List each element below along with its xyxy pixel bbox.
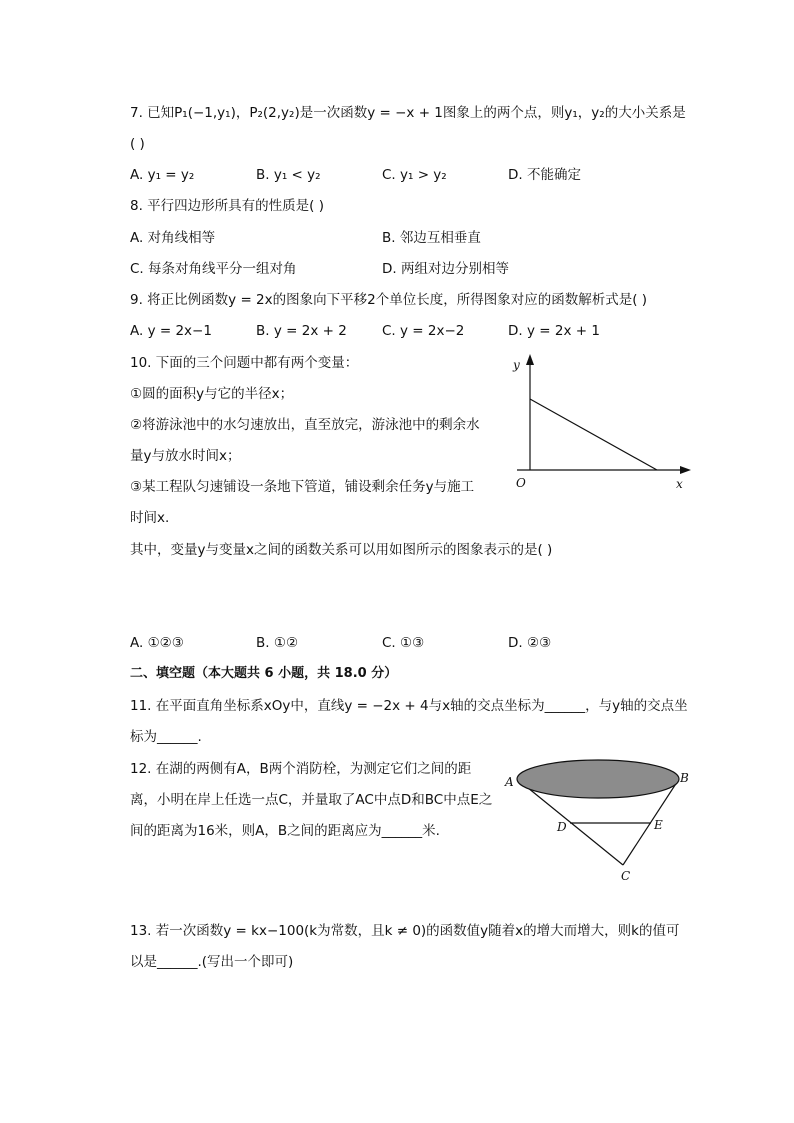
q7-stem-line1: 7. 已知P₁(−1,y₁)，P₂(2,y₂)是一次函数y = −x + 1图象上的两个点，则y₁，y₂的大小关系是 bbox=[130, 105, 686, 121]
q10-item-2-line1: ②将游泳池中的水匀速放出，直至放完，游泳池中的剩余水 bbox=[130, 417, 480, 433]
q13-line2: 以是______.(写出一个即可) bbox=[130, 954, 294, 970]
q10-item-1: ①圆的面积y与它的半径x； bbox=[130, 386, 294, 402]
q9-option-c: C. y = 2x−2 bbox=[382, 323, 465, 339]
q10-graph-decreasing-line bbox=[530, 399, 657, 470]
q8-stem: 8. 平行四边形所具有的性质是( ) bbox=[130, 198, 324, 214]
section-2-title: 二、填空题（本大题共 6 小题，共 18.0 分） bbox=[130, 666, 398, 681]
q12-line1: 12. 在湖的两侧有A，B两个消防栓，为测定它们之间的距 bbox=[130, 761, 472, 777]
q10-item-3-line1: ③某工程队匀速铺设一条地下管道，铺设剩余任务y与施工 bbox=[130, 479, 475, 495]
q11-line1: 11. 在平面直角坐标系xOy中，直线y = −2x + 4与x轴的交点坐标为______，与y轴的交点坐 bbox=[130, 698, 688, 714]
q10-stem: 10. 下面的三个问题中都有两个变量： bbox=[130, 355, 359, 371]
q7-option-c: C. y₁ > y₂ bbox=[382, 167, 447, 183]
q8-option-a: A. 对角线相等 bbox=[130, 230, 216, 246]
q7-option-d: D. 不能确定 bbox=[508, 167, 581, 183]
q9-stem: 9. 将正比例函数y = 2x的图象向下平移2个单位长度，所得图象对应的函数解析式是( ) bbox=[130, 292, 648, 308]
q10-graph-y-arrow bbox=[526, 354, 534, 365]
q10-graph bbox=[505, 348, 700, 496]
q10-graph-origin-label: O bbox=[516, 476, 526, 490]
q8-option-b: B. 邻边互相垂直 bbox=[382, 230, 481, 246]
q13-line1: 13. 若一次函数y = kx−100(k为常数，且k ≠ 0)的函数值y随着x的增大而增大，则k的值可 bbox=[130, 923, 680, 939]
q12-label-d: D bbox=[557, 820, 567, 834]
q12-label-c: C bbox=[621, 869, 631, 883]
q10-question: 其中，变量y与变量x之间的函数关系可以用如图所示的图象表示的是( ) bbox=[130, 542, 553, 558]
q12-label-a: A bbox=[505, 775, 514, 789]
q7-stem-line2: ( ) bbox=[130, 136, 145, 152]
q11-line2: 标为______. bbox=[130, 729, 202, 745]
q7-option-a: A. y₁ = y₂ bbox=[130, 167, 195, 183]
q10-option-a: A. ①②③ bbox=[130, 635, 184, 651]
q12-label-e: E bbox=[654, 818, 663, 832]
q8-option-c: C. 每条对角线平分一组对角 bbox=[130, 261, 297, 277]
q10-option-c: C. ①③ bbox=[382, 635, 425, 651]
q10-item-3-line2: 时间x. bbox=[130, 510, 170, 526]
q12-lake bbox=[517, 760, 679, 798]
q7-option-b: B. y₁ < y₂ bbox=[256, 167, 321, 183]
q10-item-2-line2: 量y与放水时间x； bbox=[130, 448, 241, 464]
q12-label-b: B bbox=[680, 771, 689, 785]
q12-line2: 离，小明在岸上任选一点C，并量取了AC中点D和BC中点E之 bbox=[130, 792, 493, 808]
q9-option-a: A. y = 2x−1 bbox=[130, 323, 212, 339]
q10-option-b: B. ①② bbox=[256, 635, 299, 651]
q10-graph-y-label: y bbox=[513, 358, 520, 372]
q12-line3: 间的距离为16米，则A，B之间的距离应为______米. bbox=[130, 823, 440, 839]
q10-graph-x-arrow bbox=[680, 466, 691, 474]
q9-option-d: D. y = 2x + 1 bbox=[508, 323, 600, 339]
q10-option-d: D. ②③ bbox=[508, 635, 552, 651]
q9-option-b: B. y = 2x + 2 bbox=[256, 323, 347, 339]
q8-option-d: D. 两组对边分别相等 bbox=[382, 261, 509, 277]
q10-graph-x-label: x bbox=[676, 477, 683, 491]
q12-figure bbox=[500, 755, 700, 885]
